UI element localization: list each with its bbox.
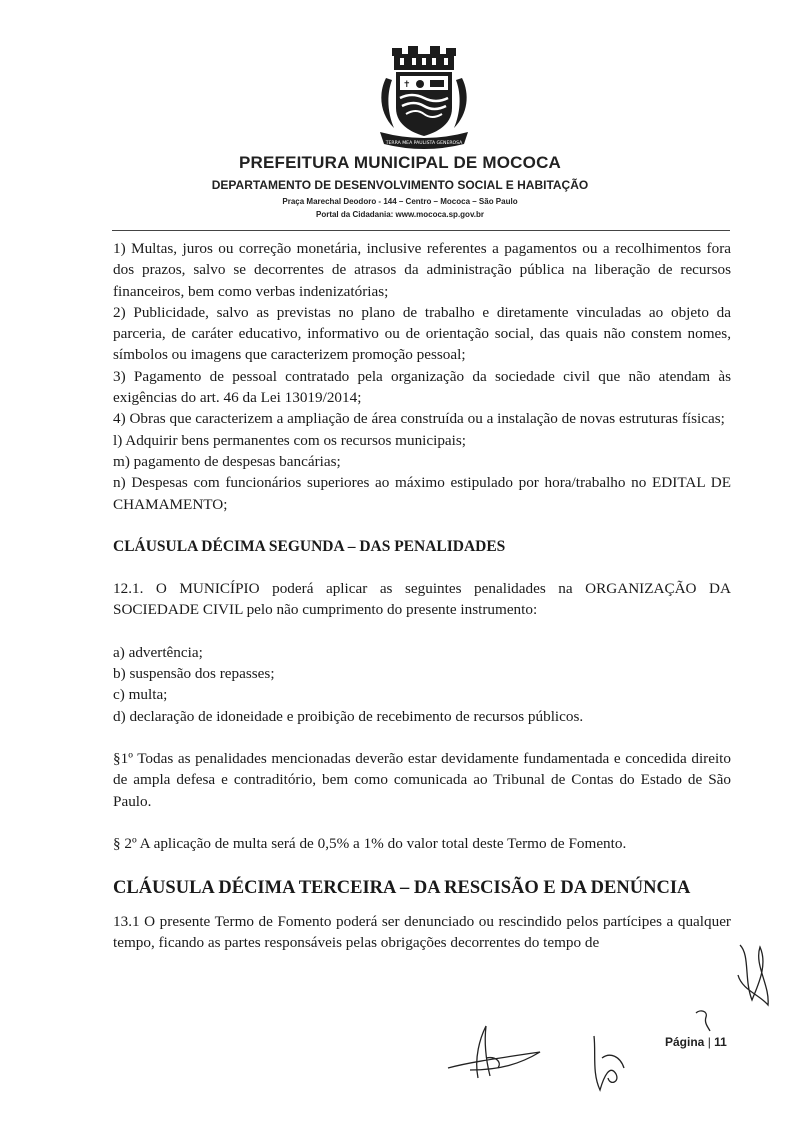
clause-12-paragraph-1: §1º Todas as penalidades mencionadas deverão estar devidamente fundamentada e concedida direito de ampla defesa e contraditório, bem como comunicada ao Tribunal de Contas do Estado de São Paulo. — [113, 749, 731, 810]
clause-13-text: 13.1 O presente Termo de Fomento poderá ser denunciado ou rescindido pelos partícipes a qualquer tempo, ficando as partes responsáveis pelas obrigações decorrentes do tempo de — [113, 913, 731, 952]
crest-motto: TERRA MEA PAULISTA GENEROSA — [385, 141, 463, 146]
clause-12-paragraph-2: § 2º A aplicação de multa será de 0,5% a 1% do valor total deste Termo de Fomento. — [113, 834, 627, 852]
page-number — [665, 1035, 727, 1049]
clause-12-intro: 12.1. O MUNICÍPIO poderá aplicar as seguintes penalidades na ORGANIZAÇÃO DA SOCIEDADE CIVIL pelo não cumprimento do presente instrumento: — [113, 580, 731, 619]
margin-initials-signature — [730, 935, 780, 1015]
list-item: 3) Pagamento de pessoal contratado pela organização da sociedade civil que não atendam às exigências do art. 46 da Lei 13019/2014; — [113, 367, 731, 407]
list-item: m) pagamento de despesas bancárias; — [113, 452, 341, 470]
signature-2 — [580, 1028, 640, 1098]
signature-1 — [440, 1018, 550, 1088]
svg-text:✝: ✝ — [403, 80, 411, 90]
list-item: n) Despesas com funcionários superiores ao máximo estipulado por hora/trabalho no EDITAL DE CHAMAMENTO; — [113, 474, 731, 513]
list-item: 1) Multas, juros ou correção monetária, inclusive referentes a pagamentos ou a recolhimentos fora dos prazos, salvo se decorrentes de atrasos da administração pública na liberação de recursos financeiros, bem como verbas indenizatórias; — [113, 240, 731, 300]
penalty-item: b) suspensão dos repasses; — [113, 665, 275, 683]
page-separator: | — [707, 1035, 711, 1049]
list-item: l) Adquirir bens permanentes com os recursos municipais; — [113, 431, 467, 449]
penalty-item: d) declaração de idoneidade e proibição de recebimento de recursos públicos. — [113, 707, 584, 725]
header-divider — [112, 230, 730, 231]
penalty-item: c) multa; — [113, 686, 168, 704]
page-number-value: 11 — [714, 1035, 727, 1049]
page-label: Página — [665, 1035, 705, 1049]
document-body — [113, 238, 731, 954]
clause-13-heading: CLÁUSULA DÉCIMA TERCEIRA – DA RESCISÃO E DA DENÚNCIA — [113, 878, 691, 899]
header-address: Praça Marechal Deodoro - 144 – Centro – Mococa – São Paulo — [282, 197, 518, 206]
header-department: DEPARTAMENTO DE DESENVOLVIMENTO SOCIAL E HABITAÇÃO — [211, 178, 589, 192]
header-portal: Portal da Cidadania: www.mococa.sp.gov.br — [315, 210, 485, 219]
clause-12-heading: CLÁUSULA DÉCIMA SEGUNDA – DAS PENALIDADES — [113, 537, 506, 555]
list-item: 4) Obras que caracterizem a ampliação de área construída ou a instalação de novas estruturas físicas; — [113, 410, 725, 428]
page-number-handwritten-mark — [690, 1005, 720, 1035]
list-item: 2) Publicidade, salvo as previstas no plano de trabalho e diretamente vinculadas ao objeto da parceria, de caráter educativo, informativo ou de orientação social, das quais não constem nomes, símbolos ou imagens que caracterizem promoção pessoal; — [113, 303, 731, 364]
penalty-item: a) advertência; — [113, 643, 203, 661]
municipal-crest-logo — [372, 44, 476, 152]
header-title: PREFEITURA MUNICIPAL DE MOCOCA — [238, 153, 562, 172]
